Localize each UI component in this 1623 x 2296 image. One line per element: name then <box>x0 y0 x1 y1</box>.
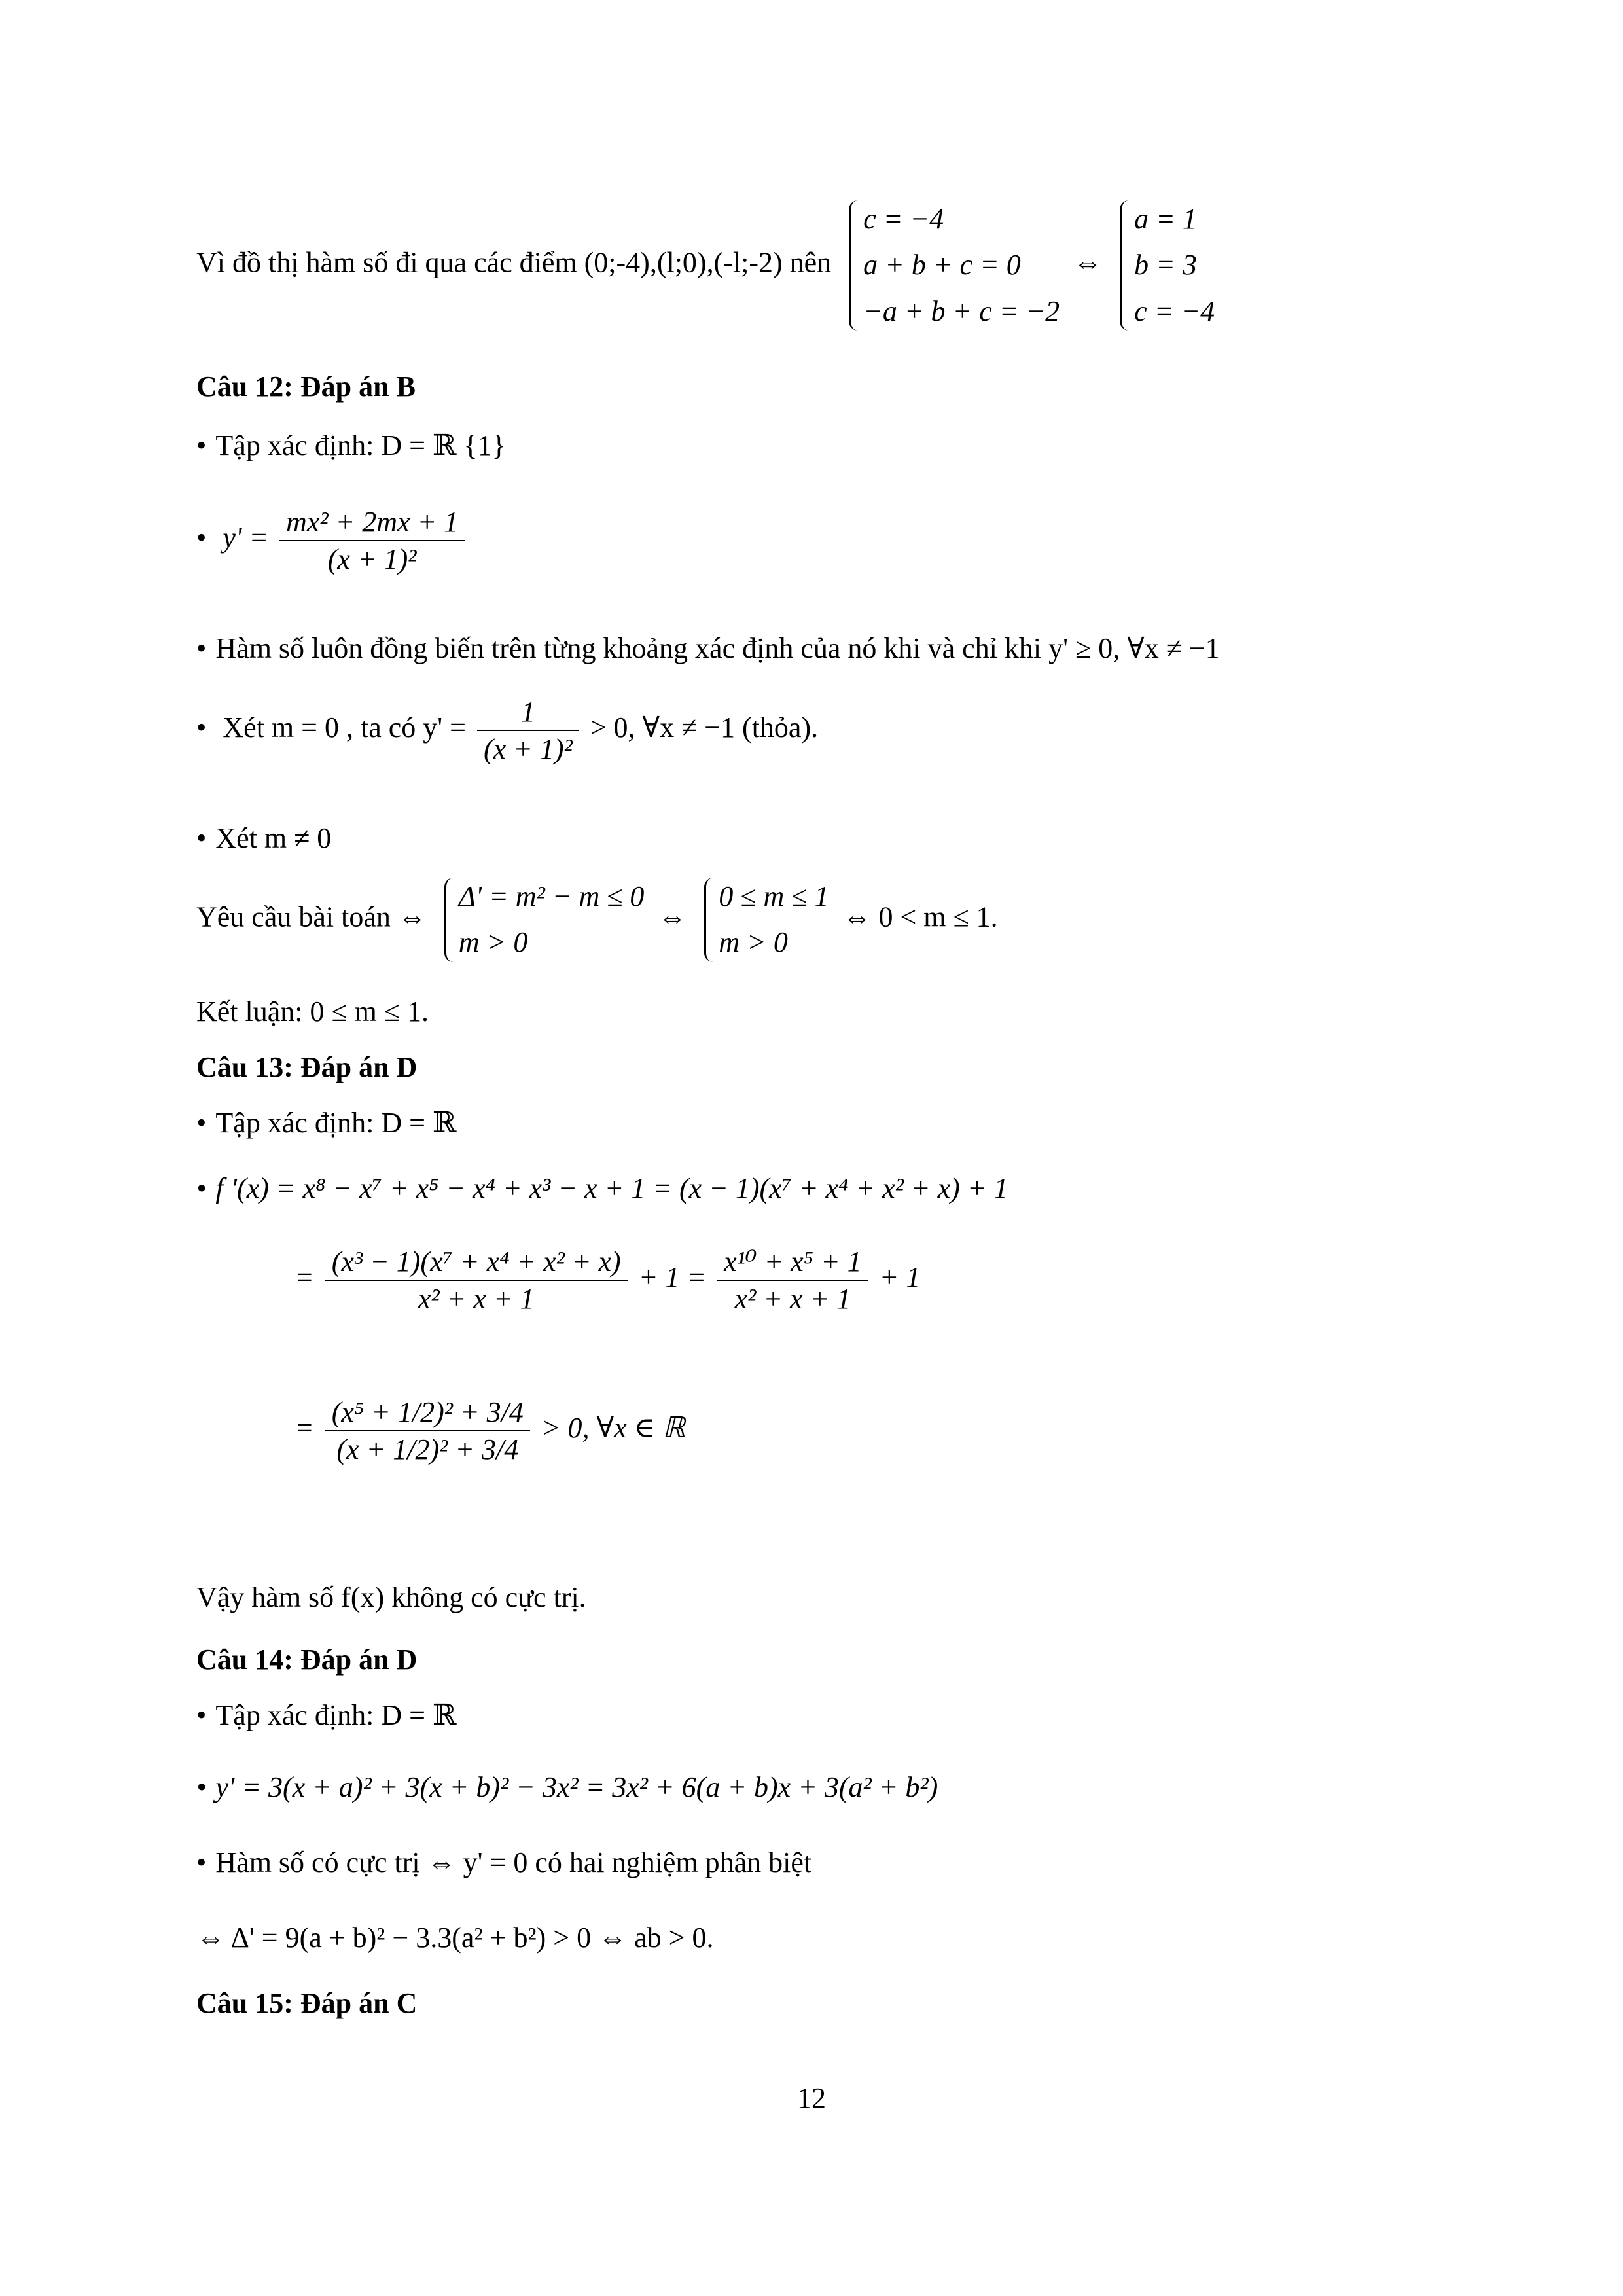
q12-case2-text: Xét m ≠ 0 <box>215 822 332 854</box>
q14-delta: ⇔ Δ' = 9(a + b)² − 3.3(a² + b²) > 0 ⇔ ab > 0. <box>196 1922 714 1954</box>
q12-conclusion: Kết luận: 0 ≤ m ≤ 1. <box>196 996 429 1028</box>
q13-step2-denominator1: x² + x + 1 <box>418 1283 535 1315</box>
q13-step2-fraction2 <box>717 1244 868 1317</box>
page-number: 12 <box>797 2082 826 2114</box>
q12-deriv-lhs: y' = <box>223 522 269 554</box>
q15-heading: Câu 15: Đáp án C <box>196 1987 418 2019</box>
system-row: −a + b + c = −2 <box>863 295 1060 327</box>
system-row: b = 3 <box>1134 249 1197 281</box>
q13-step3-denominator: (x + 1/2)² + 3/4 <box>336 1433 519 1465</box>
q14-domain <box>196 1698 456 1733</box>
q12-deriv-numerator: mx² + 2mx + 1 <box>279 504 465 541</box>
q13-step3-numerator: (x⁵ + 1/2)² + 3/4 <box>325 1394 530 1431</box>
q12-req-system2 <box>700 874 829 966</box>
q14-deriv-text: y' = 3(x + a)² + 3(x + b)² − 3x² = 3x² + 6(a + b)x + 3(a² + b²) <box>215 1771 938 1803</box>
q12-domain <box>196 429 506 463</box>
q12-monotone-text: Hàm số luôn đồng biến trên từng khoảng xác định của nó khi và chỉ khi y' ≥ 0, ∀x ≠ −1 <box>215 632 1220 664</box>
q13-step2-numerator1: (x³ − 1)(x⁷ + x⁴ + x² + x) <box>325 1244 628 1281</box>
equals-sign: = <box>294 1261 314 1294</box>
q12-case1-fraction <box>477 694 579 767</box>
q12-req-label: Yêu cầu bài toán ⇔ <box>196 901 427 933</box>
q12-req-system1 <box>440 874 645 966</box>
q12-case1 <box>196 694 818 767</box>
q13-step2-fraction1 <box>325 1244 628 1317</box>
q14-heading: Câu 14: Đáp án D <box>196 1643 418 1676</box>
q12-case1-numerator: 1 <box>477 694 579 731</box>
equiv-symbol: ⇔ <box>658 901 687 933</box>
intro-system-left <box>845 196 1060 334</box>
q13-step2-numerator2: x¹⁰ + x⁵ + 1 <box>717 1244 868 1281</box>
q14-domain-text: Tập xác định: D = ℝ <box>215 1699 457 1731</box>
intro-system-right <box>1116 196 1215 334</box>
system-row: 0 ≤ m ≤ 1 <box>719 880 829 912</box>
q14-extremum-text: Hàm số có cực trị ⇔ y' = 0 có hai nghiệm phân biệt <box>215 1846 812 1878</box>
q13-step2 <box>294 1244 920 1317</box>
q13-fprime-text: f '(x) = x⁸ − x⁷ + x⁵ − x⁴ + x³ − x + 1 = (x − 1)(x⁷ + x⁴ + x² + x) + 1 <box>215 1172 1008 1204</box>
system-row: a = 1 <box>1134 203 1197 235</box>
q13-step3 <box>294 1394 685 1467</box>
q12-case1-denominator: (x + 1)² <box>484 733 573 765</box>
system-row: Δ' = m² − m ≤ 0 <box>458 880 645 912</box>
q13-step2-denominator2: x² + x + 1 <box>734 1283 851 1315</box>
q12-derivative <box>196 504 469 577</box>
equiv-symbol: ⇔ <box>1073 246 1103 279</box>
q14-derivative <box>196 1770 938 1805</box>
q13-step2-end: + 1 <box>879 1261 921 1294</box>
q12-case1-post: > 0, ∀x ≠ −1 (thỏa). <box>590 711 819 744</box>
q13-step3-fraction <box>325 1394 530 1467</box>
intro-line <box>196 196 1221 334</box>
q13-conclusion: Vậy hàm số f(x) không có cực trị. <box>196 1581 586 1613</box>
system-row: c = −4 <box>1134 295 1215 327</box>
equals-sign: = <box>294 1412 314 1444</box>
q13-step2-mid: + 1 = <box>638 1261 707 1294</box>
q14-extremum <box>196 1846 812 1880</box>
intro-text: Vì đồ thị hàm số đi qua các điểm (0;-4),(l;0),(-l;-2) nên <box>196 246 832 279</box>
q13-domain <box>196 1106 456 1141</box>
q13-fprime <box>196 1172 1008 1206</box>
q12-domain-text: Tập xác định: D = ℝ {1} <box>215 429 506 461</box>
q13-heading: Câu 13: Đáp án D <box>196 1051 418 1083</box>
q12-deriv-fraction <box>279 504 465 577</box>
q13-step3-end: > 0, ∀x ∈ ℝ <box>541 1412 686 1444</box>
q12-req-end: ⇔ 0 < m ≤ 1. <box>842 901 998 933</box>
system-row: c = −4 <box>863 203 944 235</box>
q13-domain-text: Tập xác định: D = ℝ <box>215 1107 457 1139</box>
q12-heading: Câu 12: Đáp án B <box>196 370 416 403</box>
system-row: m > 0 <box>458 926 528 959</box>
q12-requirement <box>196 874 998 966</box>
q12-case1-pre: Xét m = 0 , ta có y' = <box>223 711 466 744</box>
q12-case2 <box>196 821 331 856</box>
q12-deriv-denominator: (x + 1)² <box>327 543 417 575</box>
system-row: a + b + c = 0 <box>863 249 1021 281</box>
q12-monotone <box>196 632 1220 666</box>
system-row: m > 0 <box>719 926 788 959</box>
